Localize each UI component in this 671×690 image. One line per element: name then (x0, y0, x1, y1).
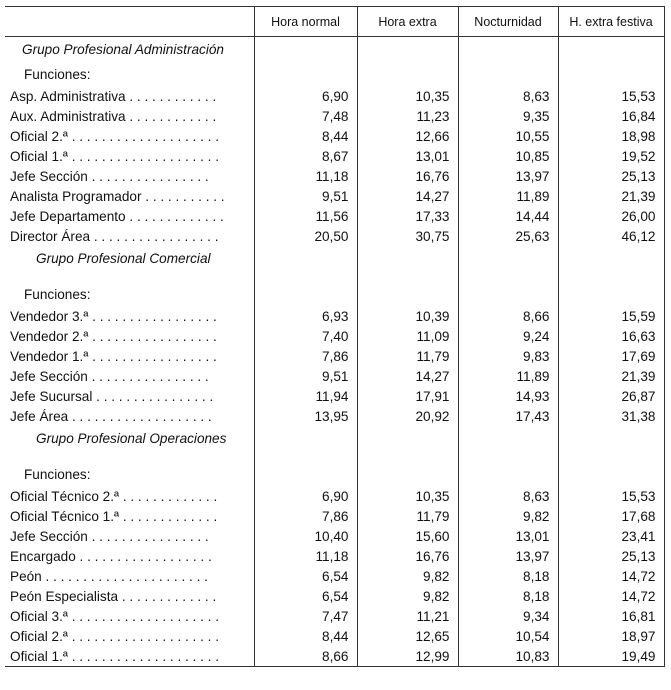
category-name: Vendedor 3.ª (10, 309, 89, 324)
extra-festiva-value: 16,81 (558, 607, 664, 627)
hora-extra-value: 10,35 (357, 87, 458, 107)
row-label (5, 527, 254, 547)
group-title-row (5, 37, 664, 63)
dot-leader: . . . . . . . . . . . . . . . . . . . . . . (41, 569, 208, 584)
extra-festiva-value: 21,39 (558, 367, 664, 387)
empty-cell (558, 451, 664, 463)
header-hora-extra: Hora extra (357, 7, 458, 37)
hora-extra-value: 11,79 (357, 507, 458, 527)
row-label (5, 367, 254, 387)
empty-cell (558, 37, 664, 63)
spacer-cell (5, 271, 254, 283)
hora-extra-value: 11,79 (357, 347, 458, 367)
row-label (5, 327, 254, 347)
table-row (5, 387, 664, 407)
nocturnidad-value: 8,18 (458, 567, 558, 587)
category-name: Oficial Técnico 1.ª (10, 509, 120, 524)
funciones-label: Funciones: (5, 63, 254, 87)
dot-leader: . . . . . . . . . . . . . . . . . . . . (67, 629, 219, 644)
extra-festiva-value: 15,53 (558, 87, 664, 107)
hora-normal-value: 9,51 (254, 187, 357, 207)
empty-cell (357, 283, 458, 307)
row-label (5, 107, 254, 127)
nocturnidad-value: 8,63 (458, 487, 558, 507)
dot-leader: . . . . . . . . . . . . . . . . . . . . (67, 149, 219, 164)
hora-normal-value: 11,56 (254, 207, 357, 227)
empty-cell (558, 247, 664, 271)
nocturnidad-value: 9,82 (458, 507, 558, 527)
hora-normal-value: 6,54 (254, 587, 357, 607)
hora-extra-value: 17,33 (357, 207, 458, 227)
hora-normal-value: 8,44 (254, 127, 357, 147)
nocturnidad-value: 13,01 (458, 527, 558, 547)
hora-normal-value: 7,86 (254, 347, 357, 367)
hora-normal-value: 11,94 (254, 387, 357, 407)
spacer-row (5, 451, 664, 463)
dot-leader: . . . . . . . . . . . . . (119, 509, 218, 524)
row-label (5, 187, 254, 207)
nocturnidad-value: 9,35 (458, 107, 558, 127)
category-name: Oficial 2.ª (10, 629, 68, 644)
table-row (5, 527, 664, 547)
salary-table-container (5, 6, 664, 681)
table-row (5, 607, 664, 627)
hora-normal-value: 10,40 (254, 527, 357, 547)
group-title: Grupo Profesional Operaciones (5, 427, 254, 451)
nocturnidad-value: 14,44 (458, 207, 558, 227)
hora-extra-value: 11,21 (357, 607, 458, 627)
extra-festiva-value: 16,63 (558, 327, 664, 347)
empty-cell (357, 63, 458, 87)
salary-table (5, 6, 665, 667)
dot-leader: . . . . . . . . . . . . . . . . . (88, 309, 217, 324)
hora-extra-value: 9,82 (357, 587, 458, 607)
empty-cell (558, 63, 664, 87)
dot-leader: . . . . . . . . . . . . . . . . . (90, 229, 219, 244)
nocturnidad-value: 25,63 (458, 227, 558, 247)
category-name: Jefe Sucursal (10, 389, 93, 404)
hora-extra-value: 15,60 (357, 527, 458, 547)
hora-extra-value: 13,01 (357, 147, 458, 167)
empty-cell (458, 463, 558, 487)
nocturnidad-value: 10,55 (458, 127, 558, 147)
nocturnidad-value: 8,63 (458, 87, 558, 107)
hora-normal-value: 6,54 (254, 567, 357, 587)
empty-cell (458, 427, 558, 451)
row-label (5, 587, 254, 607)
category-name: Vendedor 1.ª (10, 349, 89, 364)
nocturnidad-value: 11,89 (458, 187, 558, 207)
hora-normal-value: 20,50 (254, 227, 357, 247)
nocturnidad-value: 8,66 (458, 307, 558, 327)
table-row (5, 407, 664, 427)
empty-cell (254, 451, 357, 463)
header-category (5, 7, 254, 37)
hora-normal-value: 7,47 (254, 607, 357, 627)
hora-normal-value: 11,18 (254, 547, 357, 567)
hora-extra-value: 9,82 (357, 567, 458, 587)
hora-extra-value: 20,92 (357, 407, 458, 427)
row-label (5, 387, 254, 407)
empty-cell (357, 247, 458, 271)
group-title-row (5, 427, 664, 451)
hora-normal-value: 7,86 (254, 507, 357, 527)
row-label (5, 207, 254, 227)
table-row (5, 207, 664, 227)
empty-cell (357, 451, 458, 463)
header-nocturnidad: Nocturnidad (458, 7, 558, 37)
hora-normal-value: 7,48 (254, 107, 357, 127)
category-name: Jefe Sección (10, 369, 88, 384)
category-name: Vendedor 2.ª (10, 329, 89, 344)
header-row (5, 7, 664, 37)
extra-festiva-value: 17,68 (558, 507, 664, 527)
table-row (5, 627, 664, 647)
empty-cell (254, 463, 357, 487)
funciones-label: Funciones: (5, 463, 254, 487)
hora-extra-value: 16,76 (357, 167, 458, 187)
hora-normal-value: 8,67 (254, 147, 357, 167)
hora-normal-value: 11,18 (254, 167, 357, 187)
hora-extra-value: 10,35 (357, 487, 458, 507)
group-title: Grupo Profesional Comercial (5, 247, 254, 271)
table-row (5, 647, 664, 667)
category-name: Oficial 2.ª (10, 129, 68, 144)
hora-extra-value: 14,27 (357, 187, 458, 207)
table-body (5, 37, 664, 667)
row-label (5, 147, 254, 167)
dot-leader: . . . . . . . . . . . . . . . . (87, 529, 209, 544)
category-name: Jefe Sección (10, 169, 88, 184)
nocturnidad-value: 10,83 (458, 647, 558, 667)
hora-normal-value: 13,95 (254, 407, 357, 427)
dot-leader: . . . . . . . . . . . . . . . . . . (75, 549, 212, 564)
empty-cell (254, 63, 357, 87)
table-row (5, 547, 664, 567)
table-row (5, 87, 664, 107)
category-name: Encargado (10, 549, 76, 564)
table-row (5, 107, 664, 127)
funciones-row (5, 463, 664, 487)
extra-festiva-value: 21,39 (558, 187, 664, 207)
hora-normal-value: 9,51 (254, 367, 357, 387)
nocturnidad-value: 17,43 (458, 407, 558, 427)
table-row (5, 307, 664, 327)
extra-festiva-value: 25,13 (558, 547, 664, 567)
hora-normal-value: 8,66 (254, 647, 357, 667)
row-label (5, 567, 254, 587)
hora-normal-value: 6,93 (254, 307, 357, 327)
category-name: Jefe Departamento (10, 209, 126, 224)
empty-cell (458, 247, 558, 271)
hora-extra-value: 16,76 (357, 547, 458, 567)
category-name: Jefe Sección (10, 529, 88, 544)
dot-leader: . . . . . . . . . . . . . (125, 209, 224, 224)
nocturnidad-value: 14,93 (458, 387, 558, 407)
row-label (5, 87, 254, 107)
table-row (5, 567, 664, 587)
row-label (5, 127, 254, 147)
header-hora-normal: Hora normal (254, 7, 357, 37)
table-row (5, 167, 664, 187)
dot-leader: . . . . . . . . . . . . . . . . (92, 389, 214, 404)
dot-leader: . . . . . . . . . . . (141, 189, 225, 204)
hora-normal-value: 8,44 (254, 627, 357, 647)
nocturnidad-value: 9,83 (458, 347, 558, 367)
extra-festiva-value: 23,41 (558, 527, 664, 547)
row-label (5, 647, 254, 667)
hora-extra-value: 12,66 (357, 127, 458, 147)
extra-festiva-value: 15,53 (558, 487, 664, 507)
row-label (5, 487, 254, 507)
table-row (5, 487, 664, 507)
extra-festiva-value: 46,12 (558, 227, 664, 247)
empty-cell (357, 37, 458, 63)
dot-leader: . . . . . . . . . . . . (125, 89, 217, 104)
hora-extra-value: 14,27 (357, 367, 458, 387)
hora-extra-value: 11,09 (357, 327, 458, 347)
extra-festiva-value: 25,13 (558, 167, 664, 187)
extra-festiva-value: 14,72 (558, 567, 664, 587)
table-row (5, 327, 664, 347)
category-name: Oficial 1.ª (10, 648, 68, 664)
group-title: Grupo Profesional Administración (5, 37, 254, 63)
extra-festiva-value: 18,97 (558, 627, 664, 647)
spacer-row (5, 271, 664, 283)
empty-cell (458, 451, 558, 463)
category-name: Peón (10, 569, 42, 584)
dot-leader: . . . . . . . . . . . . . (119, 489, 218, 504)
row-label (5, 407, 254, 427)
nocturnidad-value: 9,34 (458, 607, 558, 627)
extra-festiva-value: 18,98 (558, 127, 664, 147)
dot-leader: . . . . . . . . . . . . . . . . . (88, 349, 217, 364)
row-label (5, 347, 254, 367)
category-name: Jefe Área (10, 409, 69, 424)
row-label (5, 167, 254, 187)
hora-extra-value: 10,39 (357, 307, 458, 327)
category-name: Peón Especialista (10, 589, 119, 604)
table-row (5, 507, 664, 527)
dot-leader: . . . . . . . . . . . . . . . . . . . (68, 409, 212, 424)
empty-cell (558, 427, 664, 451)
category-name: Asp. Administrativa (10, 89, 126, 104)
category-name: Analista Programador (10, 189, 142, 204)
empty-cell (254, 247, 357, 271)
dot-leader: . . . . . . . . . . . . . . . . . . . . (67, 609, 219, 624)
dot-leader: . . . . . . . . . . . . (125, 109, 217, 124)
dot-leader: . . . . . . . . . . . . . (118, 589, 217, 604)
nocturnidad-value: 10,85 (458, 147, 558, 167)
hora-normal-value: 6,90 (254, 87, 357, 107)
empty-cell (558, 271, 664, 283)
hora-extra-value: 12,65 (357, 627, 458, 647)
empty-cell (558, 283, 664, 307)
extra-festiva-value: 15,59 (558, 307, 664, 327)
empty-cell (558, 463, 664, 487)
table-row (5, 587, 664, 607)
extra-festiva-value: 16,84 (558, 107, 664, 127)
empty-cell (357, 463, 458, 487)
hora-extra-value: 30,75 (357, 227, 458, 247)
dot-leader: . . . . . . . . . . . . . . . . . . . . (67, 129, 219, 144)
hora-normal-value: 6,90 (254, 487, 357, 507)
extra-festiva-value: 19,52 (558, 147, 664, 167)
extra-festiva-value: 19,49 (558, 647, 664, 667)
empty-cell (458, 271, 558, 283)
row-label (5, 607, 254, 627)
nocturnidad-value: 10,54 (458, 627, 558, 647)
hora-extra-value: 17,91 (357, 387, 458, 407)
row-label (5, 307, 254, 327)
dot-leader: . . . . . . . . . . . . . . . . (87, 369, 209, 384)
dot-leader: . . . . . . . . . . . . . . . . . . . . (67, 648, 219, 664)
row-label (5, 507, 254, 527)
category-name: Director Área (10, 229, 91, 244)
header-extra-festiva: H. extra festiva (558, 7, 664, 37)
nocturnidad-value: 11,89 (458, 367, 558, 387)
empty-cell (458, 37, 558, 63)
hora-extra-value: 12,99 (357, 647, 458, 667)
hora-normal-value: 7,40 (254, 327, 357, 347)
empty-cell (254, 271, 357, 283)
extra-festiva-value: 17,69 (558, 347, 664, 367)
table-row (5, 347, 664, 367)
category-name: Oficial Técnico 2.ª (10, 489, 120, 504)
spacer-cell (5, 451, 254, 463)
table-row (5, 367, 664, 387)
group-title-row (5, 247, 664, 271)
nocturnidad-value: 13,97 (458, 547, 558, 567)
category-name: Aux. Administrativa (10, 109, 126, 124)
extra-festiva-value: 31,38 (558, 407, 664, 427)
row-label (5, 227, 254, 247)
extra-festiva-value: 26,87 (558, 387, 664, 407)
category-name: Oficial 1.ª (10, 149, 68, 164)
nocturnidad-value: 8,18 (458, 587, 558, 607)
empty-cell (254, 283, 357, 307)
empty-cell (357, 427, 458, 451)
empty-cell (357, 271, 458, 283)
row-label (5, 627, 254, 647)
row-label (5, 547, 254, 567)
table-row (5, 187, 664, 207)
empty-cell (254, 427, 357, 451)
table-row (5, 147, 664, 167)
table-row (5, 127, 664, 147)
funciones-row (5, 283, 664, 307)
extra-festiva-value: 26,00 (558, 207, 664, 227)
empty-cell (254, 37, 357, 63)
dot-leader: . . . . . . . . . . . . . . . . (87, 169, 209, 184)
funciones-row (5, 63, 664, 87)
category-name: Oficial 3.ª (10, 609, 68, 624)
empty-cell (458, 283, 558, 307)
empty-cell (458, 63, 558, 87)
hora-extra-value: 11,23 (357, 107, 458, 127)
dot-leader: . . . . . . . . . . . . . . . . . (88, 329, 217, 344)
table-row (5, 227, 664, 247)
funciones-label: Funciones: (5, 283, 254, 307)
nocturnidad-value: 13,97 (458, 167, 558, 187)
extra-festiva-value: 14,72 (558, 587, 664, 607)
nocturnidad-value: 9,24 (458, 327, 558, 347)
